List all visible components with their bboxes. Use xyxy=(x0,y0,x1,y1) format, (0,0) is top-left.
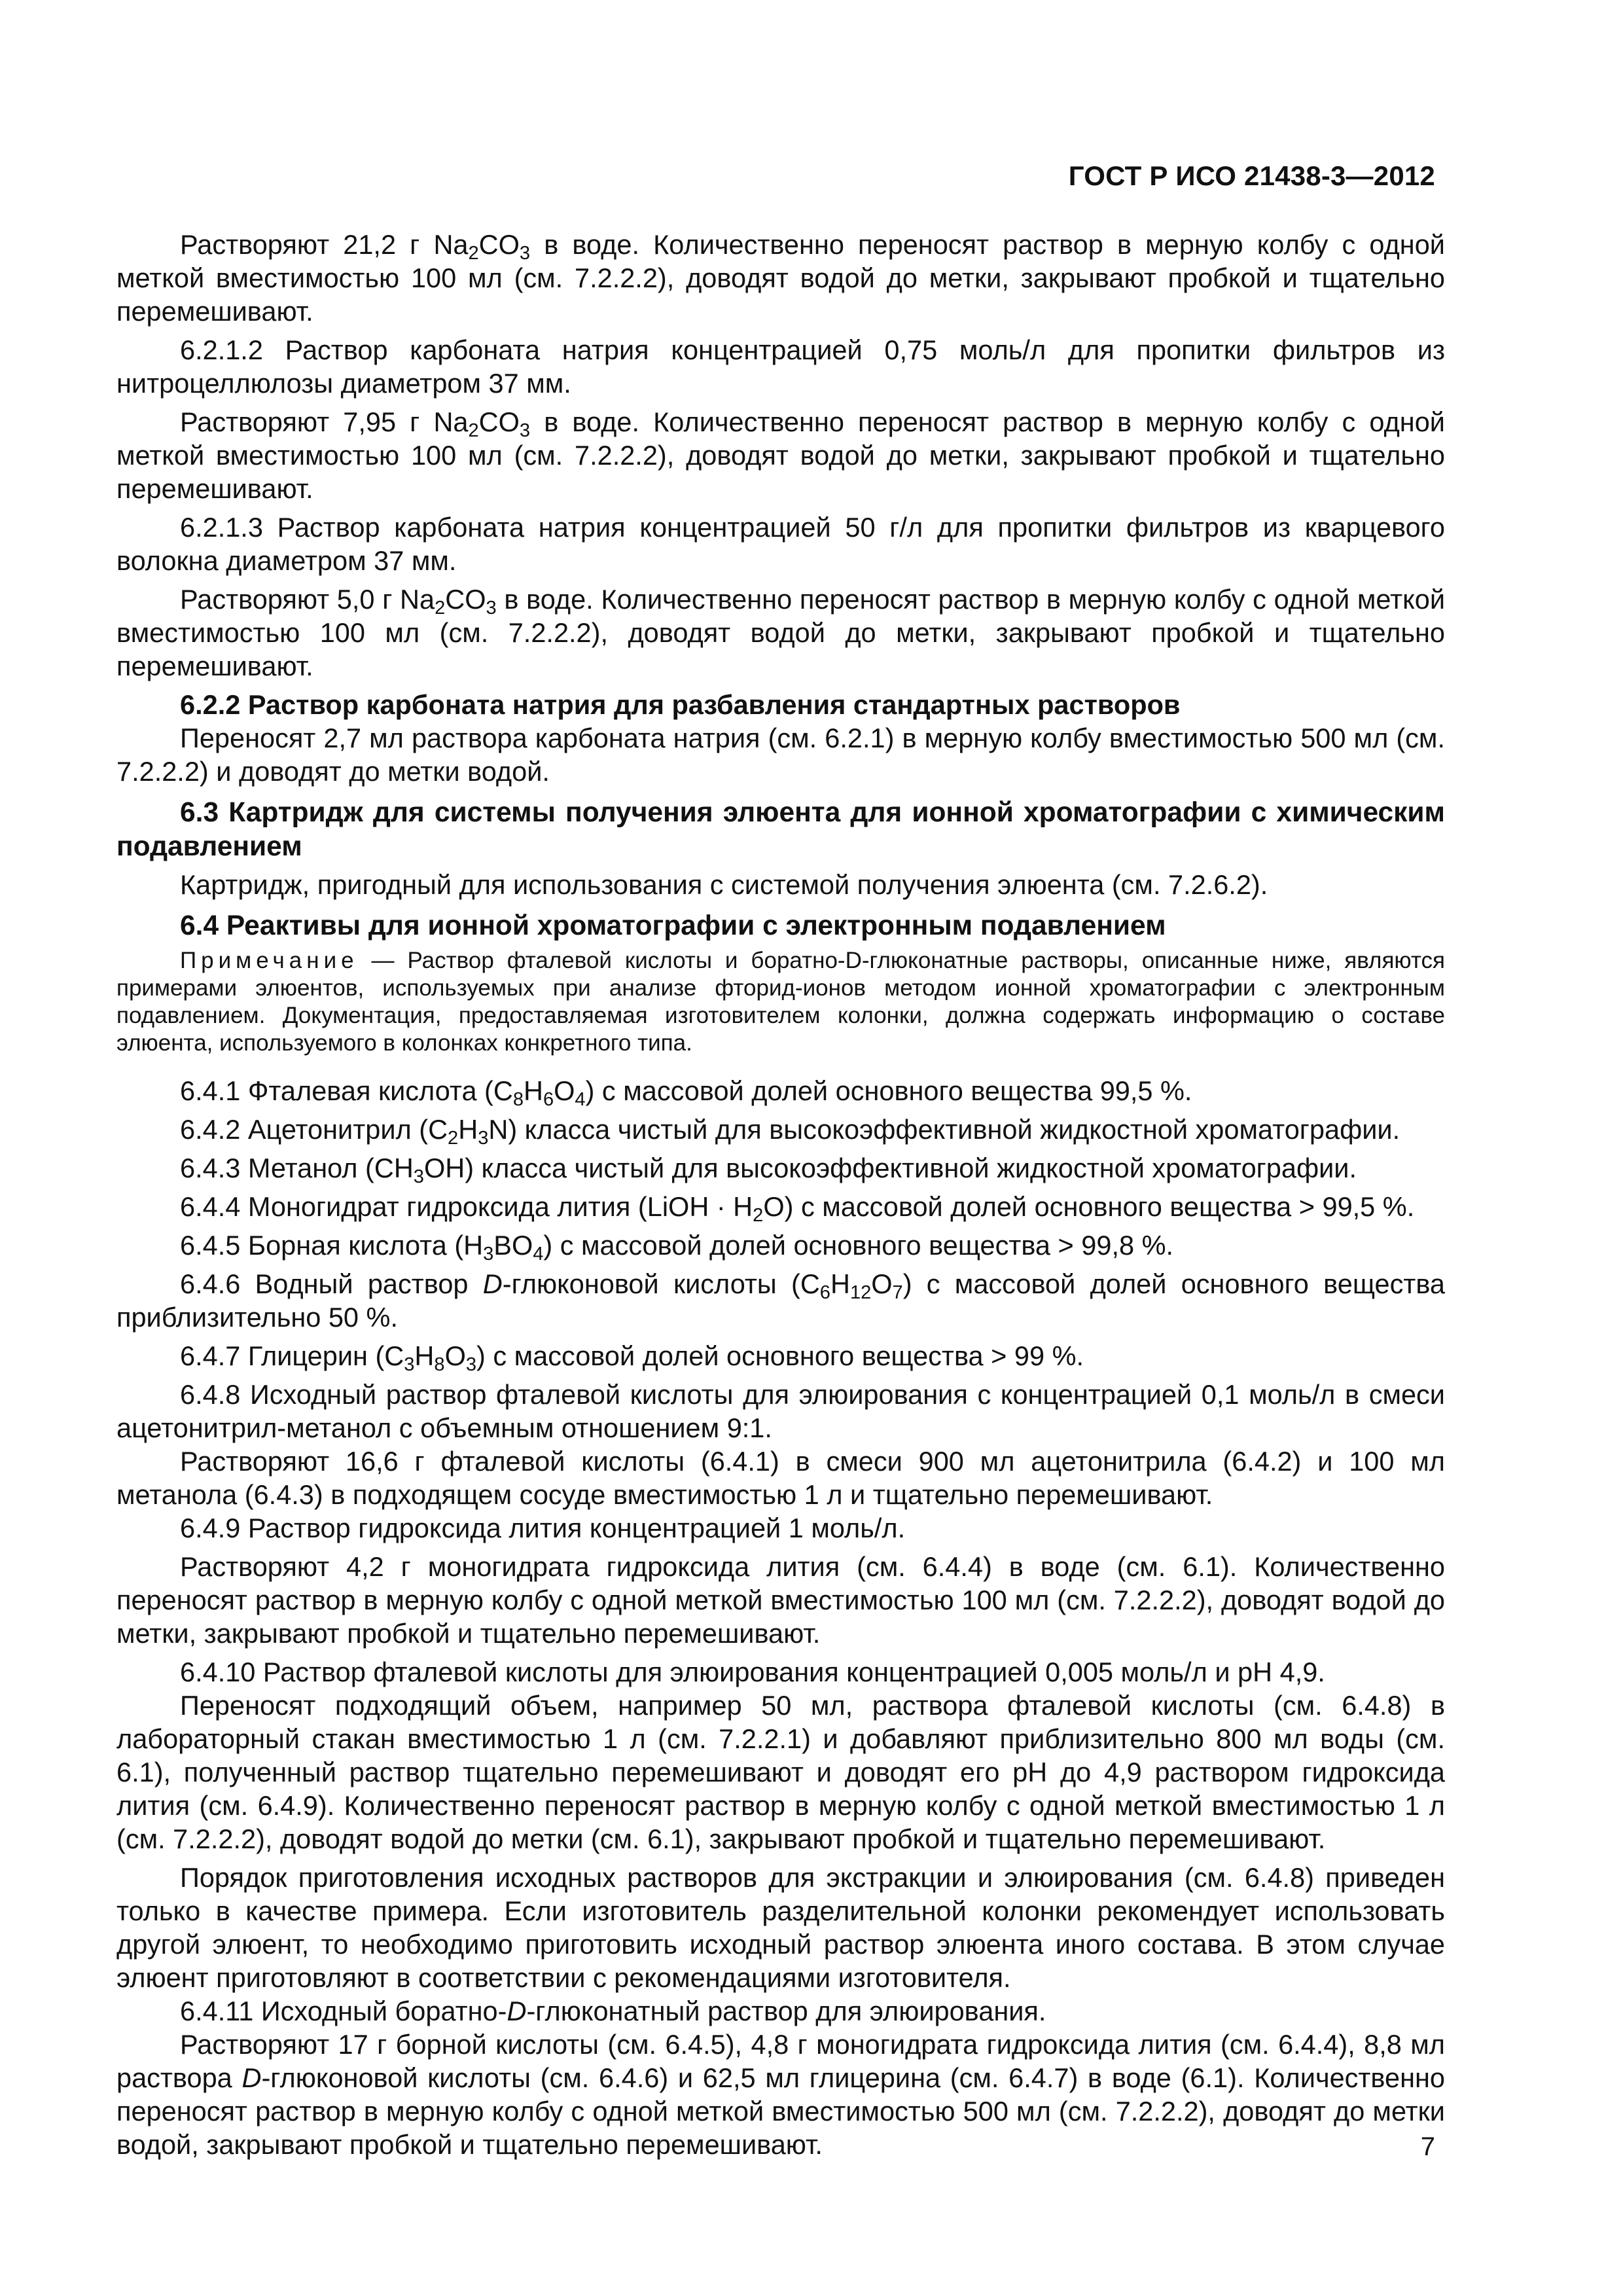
note: Примечание — Раствор фталевой кислоты и боратно-D-глюконатные растворы, описанные ниже, являются примерами элюентов, используемых при анализе фторид-ионов методом ионной хроматографии с электронным подавлением. Документация, предоставляемая изготовителем колонки, должна содержать информацию о составе элюента, используемого в колонках конкретного типа. xyxy=(116,948,1445,1056)
paragraph: Растворяют 7,95 г $Na_2CO_3$ в воде. Количественно переносят раствор в мерную колбу с одной меткой вместимостью 100 мл (см. 7.2.2.2), доводят водой до метки, закрывают пробкой и тщательно перемешивают. xyxy=(116,406,1445,504)
clause-6-4-5: 6.4.5 Борная кислота $(H_3BO_4)$ с массовой долей основного вещества > 99,8 %. xyxy=(180,1230,1174,1265)
clause-6-4-3: 6.4.3 Метанол $(CH_3OH)$ класса чистый для высокоэффективной жидкостной хроматографии. xyxy=(180,1153,1357,1188)
paragraph: Растворяют 5,0 г $Na_2CO_3$ в воде. Количественно переносят раствор в мерную колбу с одной меткой вместимостью 100 мл (см. 7.2.2.2), доводят водой до метки, закрывают пробкой и тщательно перемешивают. xyxy=(116,584,1446,681)
clause-6-4-2: 6.4.2 Ацетонитрил $(C_2H_3N)$ класса чистый для высокоэффективной жидкостной хроматографии. xyxy=(180,1114,1400,1149)
clause-6-2-1-3: 6.2.1.3 Раствор карбоната натрия концентрацией 50 г/л для пропитки фильтров из кварцевого волокна диаметром 37 мм. xyxy=(116,512,1445,576)
paragraph: Растворяют 16,6 г фталевой кислоты (6.4.1) в смеси 900 мл ацетонитрила (6.4.2) и 100 мл метанола (6.4.3) в подходящем сосуде вместимостью 1 л и тщательно перемешивают. xyxy=(116,1446,1445,1510)
paragraph: Переносят подходящий объем, например 50 мл, раствора фталевой кислоты (см. 6.4.8) в лабораторный стакан вместимостью 1 л (см. 7.2.2.1) и добавляют приблизительно 800 мл воды (см. 6.1), полученный раствор тщательно перемешивают и доводят его pH до 4,9 раствором гидроксида лития (см. 6.4.9). Количественно переносят раствор в мерную колбу с одной меткой вместимостью 1 л (см. 7.2.2.2), доводят водой до метки (см. 6.1), закрывают пробкой и тщательно перемешивают. xyxy=(116,1690,1445,1854)
paragraph: Порядок приготовления исходных растворов для экстракции и элюирования (см. 6.4.8) приведен только в качестве примера. Если изготовитель разделительной колонки рекомендует использовать другой элюент, то необходимо приготовить исходный раствор элюента иного состава. В этом случае элюент приготовляют в соответствии с рекомендациями изготовителя. xyxy=(116,1862,1445,1993)
clause-6-4-4: 6.4.4 Моногидрат гидроксида лития (LiOH · $H_2O$) с массовой долей основного вещества > 99,5 %. xyxy=(180,1191,1415,1227)
clause-6-4-10: 6.4.10 Раствор фталевой кислоты для элюирования концентрацией 0,005 моль/л и pH 4,9. xyxy=(180,1657,1325,1687)
heading-6-2-2: 6.2.2 Раствор карбоната натрия для разбавления стандартных растворов xyxy=(180,689,1181,720)
page-number: 7 xyxy=(1420,2132,1435,2161)
clause-6-4-1: 6.4.1 Фталевая кислота $(C_8H_6O_4)$ с массовой долей основного вещества 99,5 %. xyxy=(180,1075,1192,1111)
clause-6-4-9: 6.4.9 Раствор гидроксида лития концентрацией 1 моль/л. xyxy=(180,1513,906,1543)
clause-6-2-1-2: 6.2.1.2 Раствор карбоната натрия концентрацией 0,75 моль/л для пропитки фильтров из нитроцеллюлозы диаметром 37 мм. xyxy=(116,334,1445,399)
paragraph: Переносят 2,7 мл раствора карбоната натрия (см. 6.2.1) в мерную колбу вместимостью 500 мл (см. 7.2.2.2) и доводят до метки водой. xyxy=(116,723,1445,787)
note-label: Примечание xyxy=(180,948,359,973)
heading-6-3: 6.3 Картридж для системы получения элюента для ионной хроматографии с химическим подавлением xyxy=(116,797,1445,862)
clause-6-4-7: 6.4.7 Глицерин $(C_3H_8O_3)$ с массовой долей основного вещества > 99 %. xyxy=(180,1340,1084,1376)
paragraph: Растворяют 17 г борной кислоты (см. 6.4.5), 4,8 г моногидрата гидроксида лития (см. 6.4.4), 8,8 мл раствора D-глюконовой кислоты (см. 6.4.6) и 62,5 мл глицерина (см. 6.4.7) в воде (6.1). Количественно переносят раствор в мерную колбу с одной меткой вместимостью 500 мл (см. 7.2.2.2), доводят до метки водой, закрывают пробкой и тщательно перемешивают. xyxy=(116,2029,1445,2160)
paragraph: Растворяют 4,2 г моногидрата гидроксида лития (см. 6.4.4) в воде (см. 6.1). Количественно переносят раствор в мерную колбу с одной меткой вместимостью 100 мл (см. 7.2.2.2), доводят водой до метки, закрывают пробкой и тщательно перемешивают. xyxy=(116,1551,1445,1649)
paragraph: Растворяют 21,2 г $Na_2CO_3$ в воде. Количественно переносят раствор в мерную колбу с одной меткой вместимостью 100 мл (см. 7.2.2.2), доводят водой до метки, закрывают пробкой и тщательно перемешивают. xyxy=(116,229,1445,327)
clause-6-4-8: 6.4.8 Исходный раствор фталевой кислоты для элюирования с концентрацией 0,1 моль/л в смеси ацетонитрил-метанол с объемным отношением 9:1. xyxy=(116,1379,1445,1443)
heading-6-4: 6.4 Реактивы для ионной хроматографии с электронным подавлением xyxy=(180,910,1166,941)
document-body xyxy=(116,228,1445,2161)
document-header: ГОСТ Р ИСО 21438-3—2012 xyxy=(1068,160,1435,191)
clause-6-4-6: 6.4.6 Водный раствор D-глюконовой кислоты $(C_6H_{12}O_7)$ с массовой долей основного вещества приблизительно 50 %. xyxy=(116,1268,1445,1333)
clause-6-4-11: 6.4.11 Исходный боратно-D-глюконатный раствор для элюирования. xyxy=(180,1996,1046,2026)
paragraph: Картридж, пригодный для использования с системой получения элюента (см. 7.2.6.2). xyxy=(180,869,1268,900)
